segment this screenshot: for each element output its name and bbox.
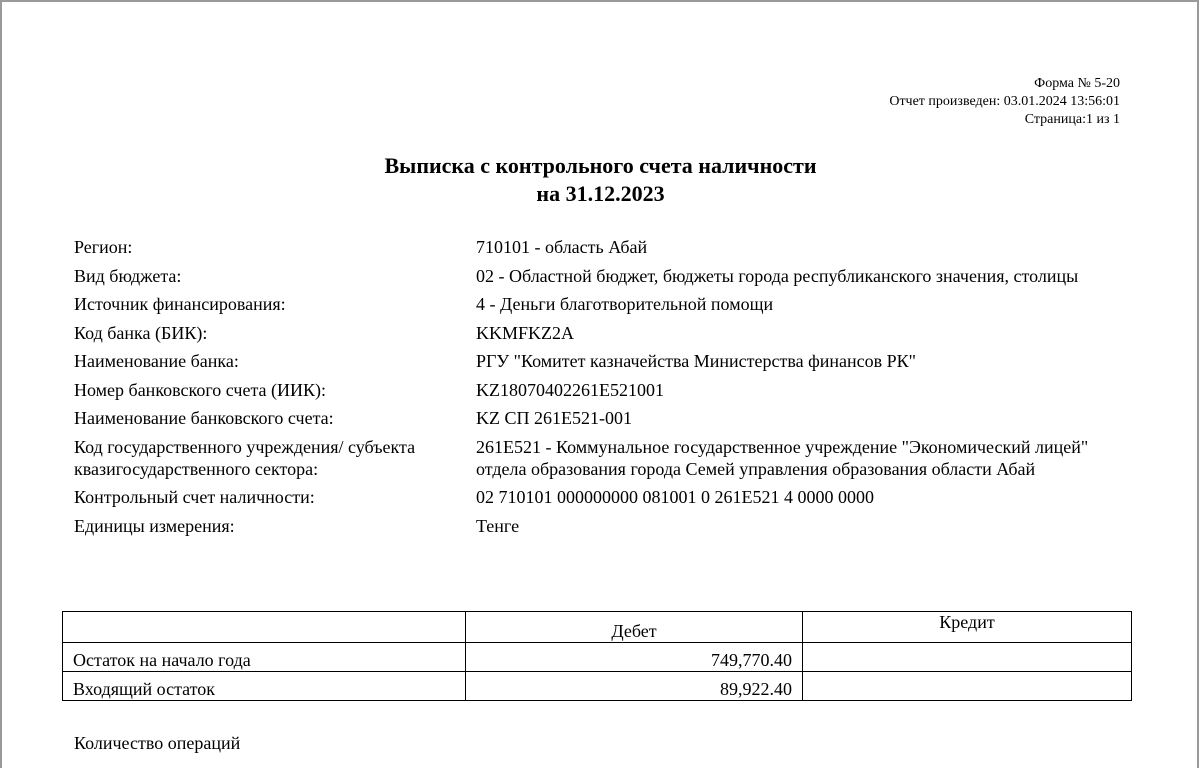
account-details <box>74 236 1134 543</box>
operations-count-label: Количество операций <box>74 733 241 753</box>
field-label: Регион: <box>74 237 133 257</box>
field-region <box>74 236 1134 258</box>
field-value: 261E521 - Коммунальное государственное учреждение "Экономический лицей" отдела образования города Семей управления образования области Абай <box>476 436 1089 479</box>
field-label: Код государственного учреждения/ субъекта квазигосударственного сектора: <box>74 436 416 479</box>
title-line-1: Выписка с контрольного счета наличности <box>384 153 817 178</box>
field-account-number <box>74 379 1134 401</box>
field-bank-code <box>74 322 1134 344</box>
column-header-debit: Дебет <box>466 612 803 643</box>
field-funding-source <box>74 293 1134 315</box>
field-label: Код банка (БИК): <box>74 322 208 343</box>
report-meta <box>889 75 1120 129</box>
credit-value <box>803 643 1132 672</box>
field-label: Единицы измерения: <box>74 515 235 536</box>
table-row <box>63 643 1132 672</box>
field-label: Вид бюджета: <box>74 265 182 286</box>
column-header-credit: Кредит <box>803 612 1132 643</box>
field-label: Источник финансирования: <box>74 294 286 314</box>
form-number: Форма № 5-20 <box>1034 76 1120 91</box>
row-label: Входящий остаток <box>63 672 466 701</box>
field-bank-name <box>74 350 1134 372</box>
field-value: KZ СП 261E521-001 <box>476 408 632 428</box>
field-value: 02 - Областной бюджет, бюджеты города республиканского значения, столицы <box>476 265 1079 286</box>
field-label: Наименование банка: <box>74 351 239 371</box>
field-value: Тенге <box>476 515 520 536</box>
field-institution-code <box>74 436 1134 480</box>
field-value: 02 710101 000000000 081001 0 261E521 4 0000 0000 <box>476 487 874 507</box>
row-label: Остаток на начало года <box>63 643 466 672</box>
field-value: KZ18070402261E521001 <box>476 379 664 400</box>
page-number: Страница:1 из 1 <box>1024 112 1120 127</box>
field-label: Контрольный счет наличности: <box>74 487 315 507</box>
debit-value: 89,922.40 <box>466 672 803 701</box>
title-line-2: на 31.12.2023 <box>536 181 665 206</box>
field-label: Номер банковского счета (ИИК): <box>74 379 327 400</box>
field-units <box>74 515 1134 537</box>
field-value: 4 - Деньги благотворительной помощи <box>476 294 774 314</box>
generated-timestamp: Отчет произведен: 03.01.2024 13:56:01 <box>889 94 1120 109</box>
field-value: KKMFKZ2A <box>476 322 575 343</box>
column-header-empty <box>63 612 466 643</box>
field-account-name <box>74 407 1134 429</box>
debit-value: 749,770.40 <box>466 643 803 672</box>
field-label: Наименование банковского счета: <box>74 408 334 428</box>
field-value: 710101 - область Абай <box>476 237 648 257</box>
table-row <box>63 672 1132 701</box>
field-value: РГУ "Комитет казначейства Министерства финансов РК" <box>476 351 917 371</box>
credit-value <box>803 672 1132 701</box>
field-budget-type <box>74 265 1134 287</box>
balance-table <box>62 611 1132 701</box>
table-header-row <box>63 612 1132 643</box>
field-control-account <box>74 486 1134 508</box>
document-title <box>0 152 1201 208</box>
